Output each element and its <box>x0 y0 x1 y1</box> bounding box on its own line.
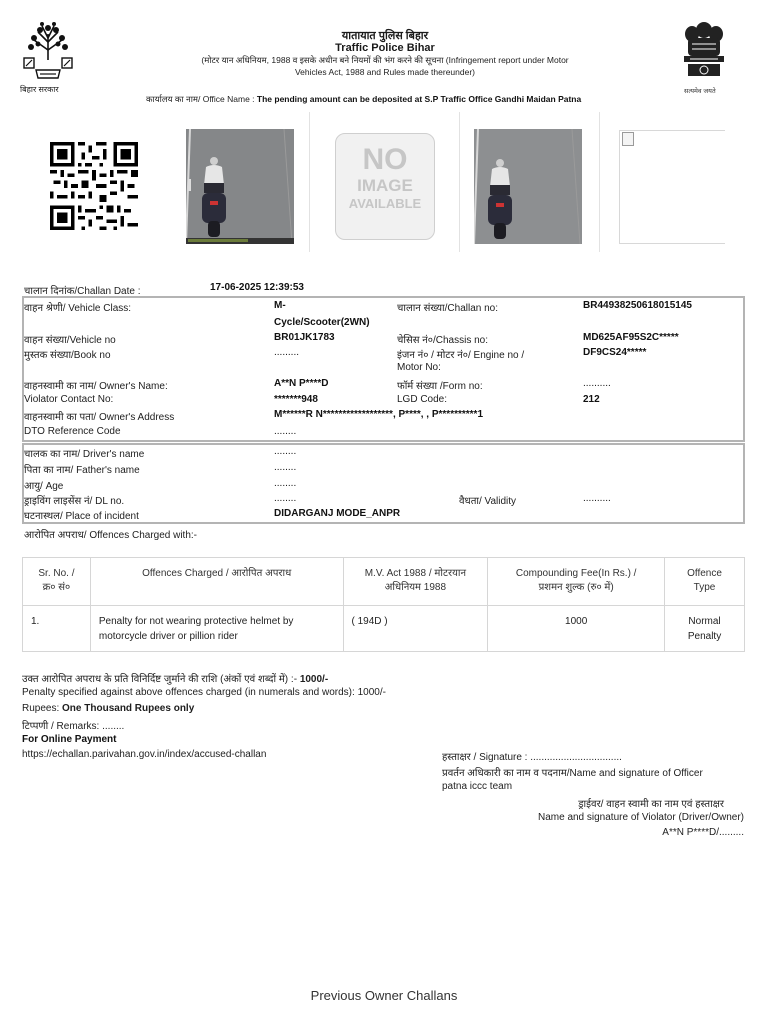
offence-description <box>90 606 343 652</box>
broken-image-frame <box>619 130 725 244</box>
dl-no-value: ........ <box>274 493 297 504</box>
penalty-amount-english: Penalty specified against above offences charged (in numerals and words): 1000/- <box>22 687 386 698</box>
owner-name-value: A**N P****D <box>274 378 329 389</box>
vehicle-class-label: वाहन श्रेणी/ Vehicle Class: <box>24 303 132 314</box>
form-no-value: .......... <box>583 378 611 389</box>
challan-no-label: चालान संख्या/Challan no: <box>397 303 499 314</box>
incident-photo-2[interactable] <box>474 129 582 244</box>
offence-fee: 1000 <box>488 606 665 652</box>
engine-no-label-1: इंजन नं० / मोटर नं०/ Engine no / <box>397 350 525 361</box>
col-sr-no-line2: क्र० सं० <box>42 582 71 593</box>
violator-name: A**N P****D/......... <box>662 827 744 838</box>
no-image-placeholder <box>335 133 435 240</box>
chassis-no-label: चेसिस नं०/Chassis no: <box>397 335 489 346</box>
header-subtitle-line2: Vehicles Act, 1988 and Rules made thereunder) <box>294 67 476 77</box>
penalty-amount-hindi-value: 1000/- <box>299 674 329 685</box>
vehicle-class-value-1: M- <box>274 300 286 311</box>
header-title-english: Traffic Police Bihar <box>335 42 435 54</box>
rupees-label: Rupees: <box>22 703 60 714</box>
header-title-hindi: यातायात पुलिस बिहार <box>341 30 429 42</box>
violator-signature-english: Name and signature of Violator (Driver/Owner) <box>537 812 744 823</box>
validity-label: वैधता/ Validity <box>459 496 517 507</box>
bihar-logo-caption: बिहार सरकार <box>20 85 59 94</box>
col-type-line1: Offence <box>687 568 722 579</box>
office-name-label: कार्यालय का नाम/ Office Name : <box>146 94 257 104</box>
officer-signature-label: प्रवर्तन अधिकारी का नाम व पदनाम/Name and signature of Officer <box>442 768 703 779</box>
offence-description-line2: motorcycle driver or pillion rider <box>98 631 238 642</box>
col-offence-label: Offences Charged / आरोपित अपराध <box>142 568 292 579</box>
book-no-label: मुस्तक संख्या/Book no <box>24 350 111 361</box>
lgd-code-label: LGD Code: <box>397 394 448 405</box>
rupees-in-words <box>22 703 194 714</box>
offence-type-line1: Normal <box>688 616 721 627</box>
office-name-value: The pending amount can be deposited at S.P Traffic Office Gandhi Maidan Patna <box>256 94 582 104</box>
col-sr-no <box>23 558 91 606</box>
scooter-rider-photo-icon <box>474 129 582 244</box>
col-mv-act-line1: M.V. Act 1988 / मोटरयान <box>364 568 467 579</box>
office-name <box>146 94 581 105</box>
owner-address-value: M******R N******************, P****, , P**********1 <box>274 409 484 420</box>
chassis-no-value: MD625AF95S2C***** <box>583 332 679 343</box>
penalty-amount-hindi <box>22 671 328 685</box>
header-subtitle <box>170 54 600 78</box>
bihar-government-logo <box>22 20 74 82</box>
qr-code[interactable] <box>50 140 138 232</box>
driver-name-label: चालक का नाम/ Driver's name <box>24 449 145 460</box>
form-no-label: फॉर्म संख्या /Form no: <box>397 381 483 392</box>
offence-section: ( 194D ) <box>343 606 488 652</box>
officer-name: patna iccc team <box>442 781 513 792</box>
father-name-label: पिता का नाम/ Father's name <box>24 465 140 476</box>
col-sr-no-line1: Sr. No. / <box>38 568 75 579</box>
age-value: ........ <box>274 478 297 489</box>
offences-table <box>22 557 745 652</box>
owner-address-label: वाहनस्वामी का पता/ Owner's Address <box>24 412 175 423</box>
signature-line: हस्ताक्षर / Signature : ................................. <box>442 752 622 763</box>
offence-sr: 1. <box>23 606 91 652</box>
lgd-code-value: 212 <box>583 394 600 405</box>
table-row <box>23 606 745 652</box>
violator-signature-hindi: ड्राईवर/ वाहन स्वामी का नाम एवं हस्ताक्षर <box>578 799 724 810</box>
engine-no-value: DF9CS24***** <box>583 347 647 358</box>
engine-no-label-2: Motor No: <box>397 362 441 373</box>
offences-table-header-row <box>23 558 745 606</box>
dl-no-label: ड्राइविंग लाइसेंस नं/ DL no. <box>24 496 125 507</box>
offences-heading: आरोपित अपराध/ Offences Charged with:- <box>24 530 198 541</box>
national-emblem-icon <box>680 18 728 84</box>
previous-owner-challans-heading: Previous Owner Challans <box>310 988 458 1003</box>
penalty-amount-hindi-label: उक्त आरोपित अपराध के प्रति विनिर्दिष्ट जुर्माने की राशि (अंकों एवं शब्दों में) :- <box>22 674 298 685</box>
col-fee-line1: Compounding Fee(In Rs.) / <box>515 568 637 579</box>
no-image-text-2: IMAGE <box>357 176 413 195</box>
challan-no-value: BR44938250618015145 <box>583 300 692 311</box>
driver-name-value: ........ <box>274 446 297 457</box>
violator-contact-label: Violator Contact No: <box>24 394 114 405</box>
dto-reference-value: ........ <box>274 426 297 437</box>
father-name-value: ........ <box>274 462 297 473</box>
place-of-incident-label: घटनास्थल/ Place of incident <box>24 511 139 522</box>
header-subtitle-line1: (मोटर यान अधिनियम, 1988 व इसके अधीन बने नियमों की भंग करने की सूचना (Infringement report under Motor <box>201 55 569 65</box>
remarks: टिप्पणी / Remarks: ........ <box>22 721 125 732</box>
online-payment-label: For Online Payment <box>22 734 117 745</box>
offence-type-line2: Penalty <box>687 631 722 642</box>
col-mv-act <box>343 558 488 606</box>
book-no-value: ......... <box>274 347 300 358</box>
place-of-incident-value: DIDARGANJ MODE_ANPR <box>274 508 401 519</box>
challan-date-value: 17-06-2025 12:39:53 <box>210 282 304 293</box>
no-image-text-3: AVAILABLE <box>348 196 422 211</box>
col-compounding-fee <box>488 558 665 606</box>
emblem-caption: सत्यमेव जयते <box>684 88 716 95</box>
no-image-text-1: NO <box>362 143 408 176</box>
offence-type <box>665 606 745 652</box>
incident-photo-1[interactable] <box>186 129 294 244</box>
owner-name-label: वाहनस्वामी का नाम/ Owner's Name: <box>24 381 168 392</box>
challan-date-label: चालान दिनांक/Challan Date : <box>24 286 141 297</box>
broken-image-icon <box>622 132 634 146</box>
col-mv-act-line2: अधिनियम 1988 <box>384 582 447 593</box>
col-offence <box>90 558 343 606</box>
dto-reference-label: DTO Reference Code <box>24 426 121 437</box>
online-payment-link[interactable]: https://echallan.parivahan.gov.in/index/accused-challan <box>22 749 267 760</box>
validity-value: .......... <box>583 493 611 504</box>
vehicle-no-label: वाहन संख्या/Vehicle no <box>24 335 116 346</box>
vehicle-class-value-2: Cycle/Scooter(2WN) <box>274 317 370 328</box>
vehicle-no-value: BR01JK1783 <box>274 332 335 343</box>
col-type-line2: Type <box>693 582 716 593</box>
rupees-value: One Thousand Rupees only <box>62 703 195 714</box>
scooter-rider-photo-icon <box>186 129 294 244</box>
col-offence-type <box>665 558 745 606</box>
age-label: आयु/ Age <box>24 481 64 492</box>
offence-description-line1: Penalty for not wearing protective helmet by <box>98 616 294 627</box>
col-fee-line2: प्रशमन शुल्क (रु० में) <box>538 582 614 593</box>
violator-contact-value: *******948 <box>274 394 318 405</box>
